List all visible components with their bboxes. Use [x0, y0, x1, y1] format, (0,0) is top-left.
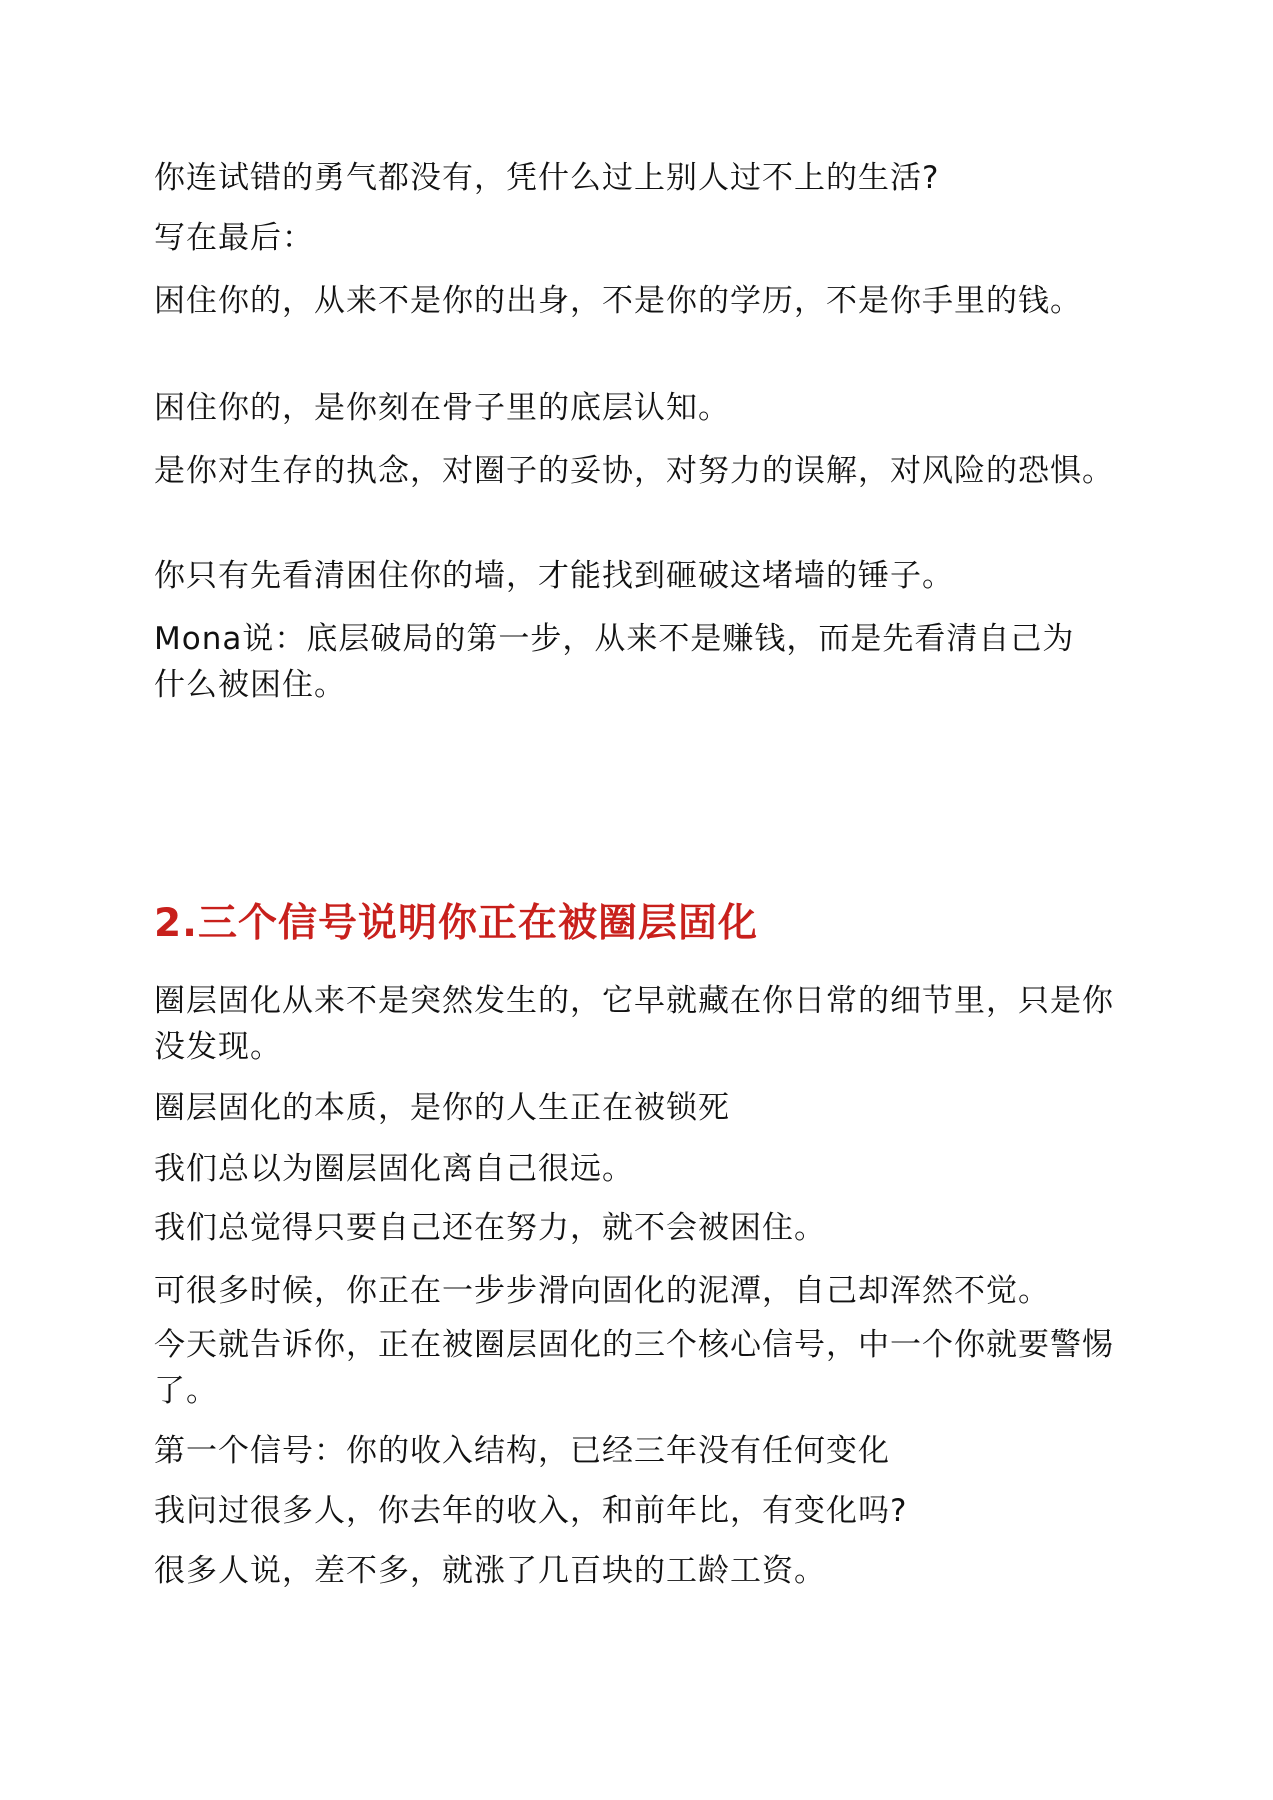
paragraph: 可很多时候，你正在一步步滑向固化的泥潭，自己却浑然不觉。: [154, 1273, 1050, 1309]
paragraph: 我问过很多人，你去年的收入，和前年比，有变化吗?: [154, 1493, 908, 1529]
paragraph: 圈层固化从来不是突然发生的，它早就藏在你日常的细节里，只是你没发现。: [154, 983, 1114, 1065]
section-heading: 2.三个信号说明你正在被圈层固化: [154, 901, 758, 946]
paragraph: Mona说：底层破局的第一步，从来不是赚钱，而是先看清自己为 什么被困住。: [154, 621, 1075, 703]
paragraph: 圈层固化的本质，是你的人生正在被锁死: [154, 1090, 730, 1126]
paragraph: 第一个信号：你的收入结构，已经三年没有任何变化: [154, 1433, 890, 1469]
paragraph: 我们总觉得只要自己还在努力，就不会被困住。: [154, 1210, 826, 1246]
paragraph: 困住你的，是你刻在骨子里的底层认知。: [154, 390, 730, 426]
paragraph: 你连试错的勇气都没有，凭什么过上别人过不上的生活?: [154, 160, 940, 196]
paragraph: 今天就告诉你，正在被圈层固化的三个核心信号，中一个你就要警惕了。: [154, 1327, 1114, 1409]
paragraph: 困住你的，从来不是你的出身，不是你的学历，不是你手里的钱。: [154, 283, 1082, 319]
paragraph: 我们总以为圈层固化离自己很远。: [154, 1151, 634, 1187]
paragraph: 是你对生存的执念，对圈子的妥协，对努力的误解，对风险的恐惧。: [154, 453, 1114, 489]
paragraph: 写在最后：: [154, 220, 314, 256]
paragraph: 你只有先看清困住你的墙，才能找到砸破这堵墙的锤子。: [154, 558, 954, 594]
paragraph: 很多人说，差不多，就涨了几百块的工龄工资。: [154, 1553, 826, 1589]
